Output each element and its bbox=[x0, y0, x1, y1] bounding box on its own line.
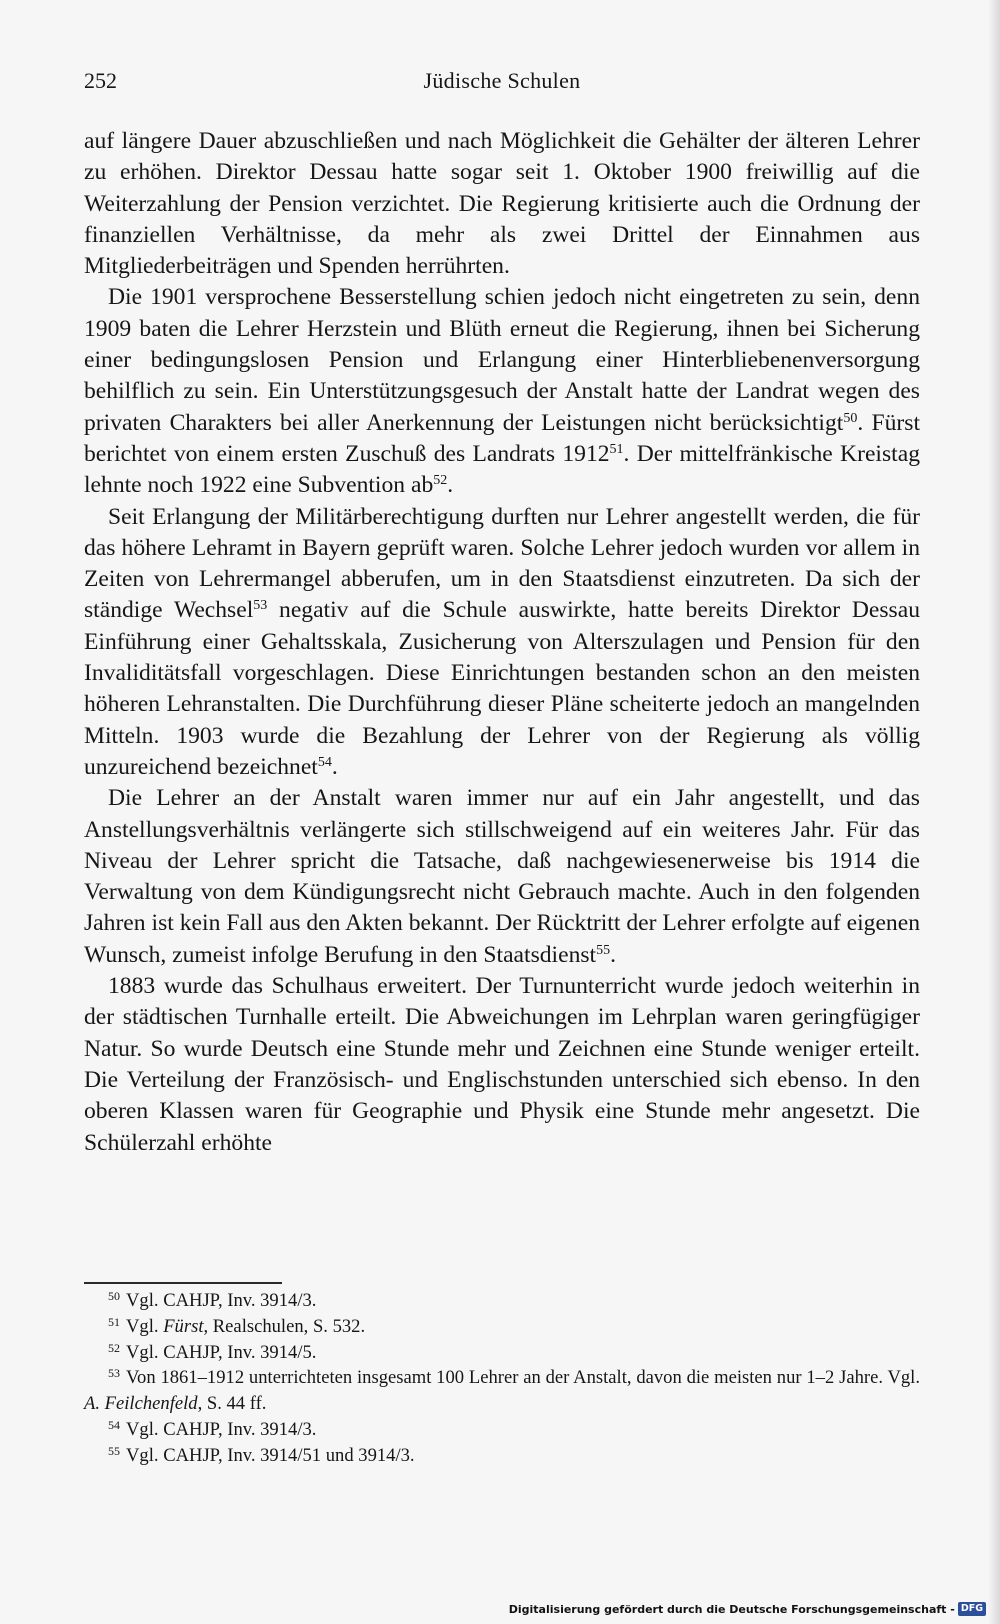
footnote-ref-51[interactable]: 51 bbox=[609, 441, 624, 457]
footnote-text: Vgl. CAHJP, Inv. 3914/3. bbox=[126, 1290, 317, 1311]
footnote-text: , S. 44 ff. bbox=[197, 1393, 267, 1415]
footnote-52 bbox=[84, 1340, 920, 1366]
paragraph-2-text: . Der mittelfränkische Kreistag lehnte noch 1922 eine Subvention ab bbox=[84, 440, 920, 499]
footnote-ref-52[interactable]: 52 bbox=[433, 473, 448, 489]
digitization-credit bbox=[509, 1600, 986, 1618]
paragraph-4 bbox=[84, 783, 920, 971]
paragraph-3-text: negativ auf die Schule auswirkte, hatte bereits Direktor Dessau Einführung einer Gehaltsskala, Zusicherung von Alterszulagen und Pension für den Invaliditätsfall vorgeschlagen. Diese Einrichtungen bestanden schon an den meisten höheren Lehranstalten. Die Durchführung dieser Pläne scheiterte jedoch an mangelnden Mitteln. 1903 wurde die Bezahlung der Lehrer von der Regierung als völlig unzureichend bezeichnet bbox=[84, 597, 920, 780]
footnote-author: A. Feilchenfeld bbox=[84, 1393, 198, 1415]
footnote-ref-50[interactable]: 50 bbox=[843, 410, 858, 426]
paragraph-4-text: Die Lehrer an der Anstalt waren immer nur auf ein Jahr angestellt, und das Anstellungsverhältnis verlängerte sich stillschweigend auf ein weiteres Jahr. Für das Niveau der Lehrer spricht die Tatsache, daß nachgewiesenerweise bis 1914 die Verwaltung von dem Kündigungsrecht nicht Gebrauch machte. Auch in den folgenden Jahren ist kein Fall aus den Akten bekannt. Der Rücktritt der Lehrer erfolgte auf eigenen Wunsch, zumeist infolge Berufung in den Staatsdienst bbox=[84, 785, 920, 968]
dfg-logo-icon: DFG bbox=[958, 1602, 986, 1616]
footnote-number: 55 bbox=[108, 1443, 120, 1458]
running-head: Jüdische Schulen bbox=[423, 68, 581, 93]
footnote-number: 52 bbox=[108, 1340, 120, 1355]
footnote-ref-53[interactable]: 53 bbox=[253, 598, 268, 614]
footnote-author: Fürst bbox=[163, 1315, 204, 1337]
paragraph-2-text: . Fürst berichtet von einem ersten Zuschuß des Landrats 1912 bbox=[84, 409, 920, 467]
footnote-text: Vgl. bbox=[126, 1315, 164, 1337]
paragraph-4-text: . bbox=[610, 941, 617, 968]
footnote-text: Vgl. CAHJP, Inv. 3914/5. bbox=[126, 1341, 317, 1363]
footnote-number: 53 bbox=[108, 1366, 120, 1381]
footnote-50 bbox=[84, 1288, 920, 1314]
footnote-number: 51 bbox=[108, 1314, 120, 1329]
footnote-text: Vgl. CAHJP, Inv. 3914/3. bbox=[126, 1418, 317, 1440]
paragraph-2 bbox=[84, 282, 920, 501]
page-number: 252 bbox=[84, 68, 117, 93]
footnote-text: , Realschulen, S. 532. bbox=[203, 1315, 366, 1337]
footnote-number: 50 bbox=[108, 1289, 120, 1303]
main-text bbox=[84, 126, 920, 1159]
paragraph-3-text: . bbox=[331, 753, 338, 780]
paragraph-3 bbox=[84, 502, 920, 784]
footnote-text: Vgl. CAHJP, Inv. 3914/51 und 3914/3. bbox=[126, 1444, 415, 1466]
footnote-51 bbox=[84, 1314, 920, 1340]
paragraph-5: 1883 wurde das Schulhaus erweitert. Der Turnunterricht wurde jedoch weiterhin in der städtischen Turnhalle erteilt. Die Abweichungen im Lehrplan waren geringfügiger Natur. So wurde Deutsch eine Stunde mehr und Zeichnen eine Stunde weniger erteilt. Die Verteilung der Französisch- und Englischstunden unterschied sich ebenso. In den oberen Klassen waren für Geographie und Physik eine Stunde mehr angesetzt. Die Schülerzahl erhöhte bbox=[84, 973, 920, 1156]
footnotes bbox=[84, 1288, 920, 1469]
page-edge-shadow bbox=[988, 0, 1000, 1624]
footnote-ref-55[interactable]: 55 bbox=[596, 942, 611, 958]
page-header bbox=[84, 68, 920, 102]
footnote-text: Von 1861–1912 unterrichteten insgesamt 100 Lehrer an der Anstalt, davon die meisten nur 1–2 Jahre. Vgl. bbox=[126, 1367, 920, 1389]
footnote-number: 54 bbox=[108, 1417, 120, 1432]
footnote-53 bbox=[84, 1365, 920, 1417]
paragraph-2-text: Die 1901 versprochene Besserstellung schien jedoch nicht eingetreten zu sein, denn 1909 baten die Lehrer Herzstein und Blüth erneut die Regierung, ihnen bei Sicherung einer bedingungslosen Pension und Erlangung einer Hinterbliebenenversorgung behilflich zu sein. Ein Unterstützungsgesuch der Anstalt hatte der Landrat wegen des privaten Charakters bei aller Anerkennung der Leistungen nicht berücksichtigt bbox=[84, 284, 920, 436]
footnote-separator bbox=[84, 1282, 282, 1284]
paragraph-1: auf längere Dauer abzuschließen und nach Möglichkeit die Gehälter der älteren Lehrer zu erhöhen. Direktor Dessau hatte sogar seit 1. Oktober 1900 freiwillig auf die Weiterzahlung der Pension verzichtet. Die Regierung kritisierte auch die Ordnung der finanziellen Verhältnisse, da mehr als zwei Drittel der Einnahmen aus Mitgliederbeiträgen und Spenden herrührten. bbox=[84, 128, 920, 280]
footnote-ref-54[interactable]: 54 bbox=[317, 754, 332, 770]
footnote-54 bbox=[84, 1417, 920, 1443]
footnote-55 bbox=[84, 1443, 920, 1469]
credit-text: Digitalisierung gefördert durch die Deutsche Forschungsgemeinschaft - bbox=[508, 1602, 955, 1616]
paragraph-3-text: Seit Erlangung der Militärberechtigung durften nur Lehrer angestellt werden, die für das höhere Lehramt in Bayern geprüft waren. Solche Lehrer jedoch wurden vor allem in Zeiten von Lehrermangel abberufen, um in den Staatsdienst einzutreten. Da sich der ständige Wechsel bbox=[84, 503, 920, 624]
paragraph-2-text: . bbox=[447, 472, 454, 499]
